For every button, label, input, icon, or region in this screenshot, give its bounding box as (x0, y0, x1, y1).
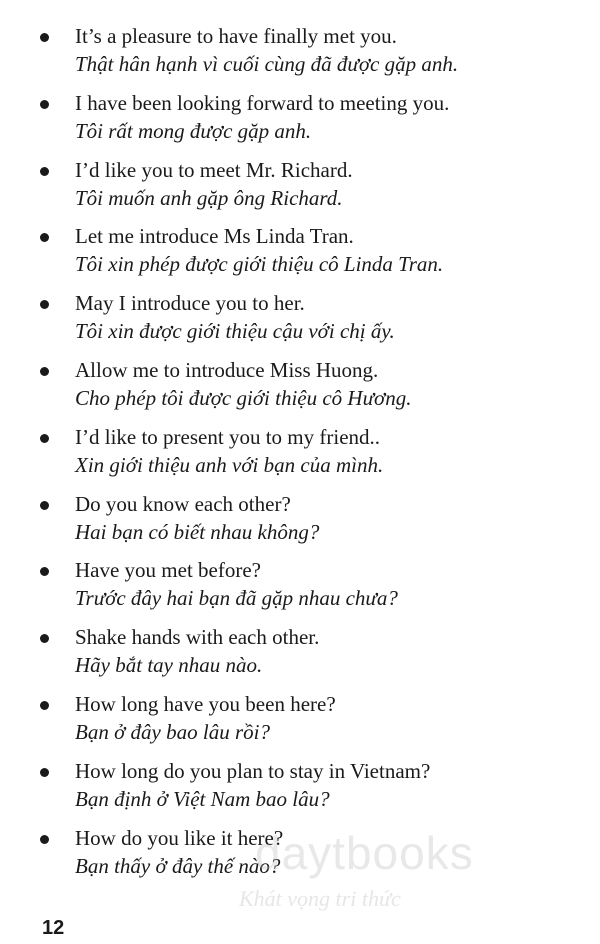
english-phrase: Have you met before? (75, 558, 261, 583)
list-item (0, 289, 600, 356)
vietnamese-translation: Tôi rất mong được gặp anh. (75, 118, 312, 143)
bullet-icon (40, 501, 49, 510)
vietnamese-translation: Bạn thấy ở đây thế nào? (75, 853, 281, 878)
bullet-icon (40, 233, 49, 242)
list-item (0, 22, 600, 89)
vietnamese-translation: Tôi xin được giới thiệu cậu với chị ấy. (75, 319, 395, 344)
watermark-brand: daytbooks (255, 827, 474, 879)
list-item (0, 490, 600, 557)
bullet-icon (40, 434, 49, 443)
vietnamese-translation: Bạn ở đây bao lâu rồi? (75, 719, 270, 744)
bullet-icon (40, 167, 49, 176)
english-phrase: Shake hands with each other. (75, 625, 320, 650)
english-phrase: I’d like you to meet Mr. Richard. (75, 157, 353, 182)
list-item (0, 757, 600, 824)
vietnamese-translation: Trước đây hai bạn đã gặp nhau chưa? (75, 586, 398, 611)
bullet-icon (40, 33, 49, 42)
bullet-icon (40, 367, 49, 376)
english-phrase: May I introduce you to her. (75, 291, 305, 316)
list-item (0, 356, 600, 423)
list-item (0, 156, 600, 223)
vietnamese-translation: Xin giới thiệu anh với bạn của mình. (75, 452, 384, 477)
bullet-icon (40, 701, 49, 710)
list-item (0, 423, 600, 490)
vietnamese-translation: Tôi muốn anh gặp ông Richard. (75, 185, 343, 210)
list-item (0, 556, 600, 623)
bullet-icon (40, 634, 49, 643)
english-phrase: Do you know each other? (75, 491, 291, 516)
english-phrase: Let me introduce Ms Linda Tran. (75, 224, 354, 249)
english-phrase: It’s a pleasure to have finally met you. (75, 24, 397, 48)
list-item (0, 824, 600, 891)
page-number: 12 (42, 917, 65, 939)
bullet-icon (40, 567, 49, 576)
list-item (0, 222, 600, 289)
vietnamese-translation: Hãy bắt tay nhau nào. (75, 653, 263, 678)
english-phrase: I’d like to present you to my friend.. (75, 424, 381, 449)
vietnamese-translation: Thật hân hạnh vì cuối cùng đã được gặp anh. (75, 52, 459, 76)
vietnamese-translation: Bạn định ở Việt Nam bao lâu? (75, 786, 330, 811)
vietnamese-translation: Hai bạn có biết nhau không? (75, 519, 320, 544)
bullet-icon (40, 768, 49, 777)
english-phrase: How long have you been here? (75, 691, 336, 716)
bullet-icon (40, 300, 49, 309)
phrase-list (0, 22, 600, 890)
list-item (0, 89, 600, 156)
watermark-tagline: Khát vọng tri thức (239, 886, 401, 911)
english-phrase: Allow me to introduce Miss Huong. (75, 357, 379, 382)
english-phrase: How long do you plan to stay in Vietnam? (75, 758, 431, 783)
english-phrase: How do you like it here? (75, 825, 284, 850)
list-item (0, 690, 600, 757)
english-phrase: I have been looking forward to meeting you. (75, 90, 450, 115)
bullet-icon (40, 100, 49, 109)
vietnamese-translation: Tôi xin phép được giới thiệu cô Linda Tran. (75, 252, 444, 277)
bullet-icon (40, 835, 49, 844)
vietnamese-translation: Cho phép tôi được giới thiệu cô Hương. (75, 385, 412, 410)
list-item (0, 623, 600, 690)
